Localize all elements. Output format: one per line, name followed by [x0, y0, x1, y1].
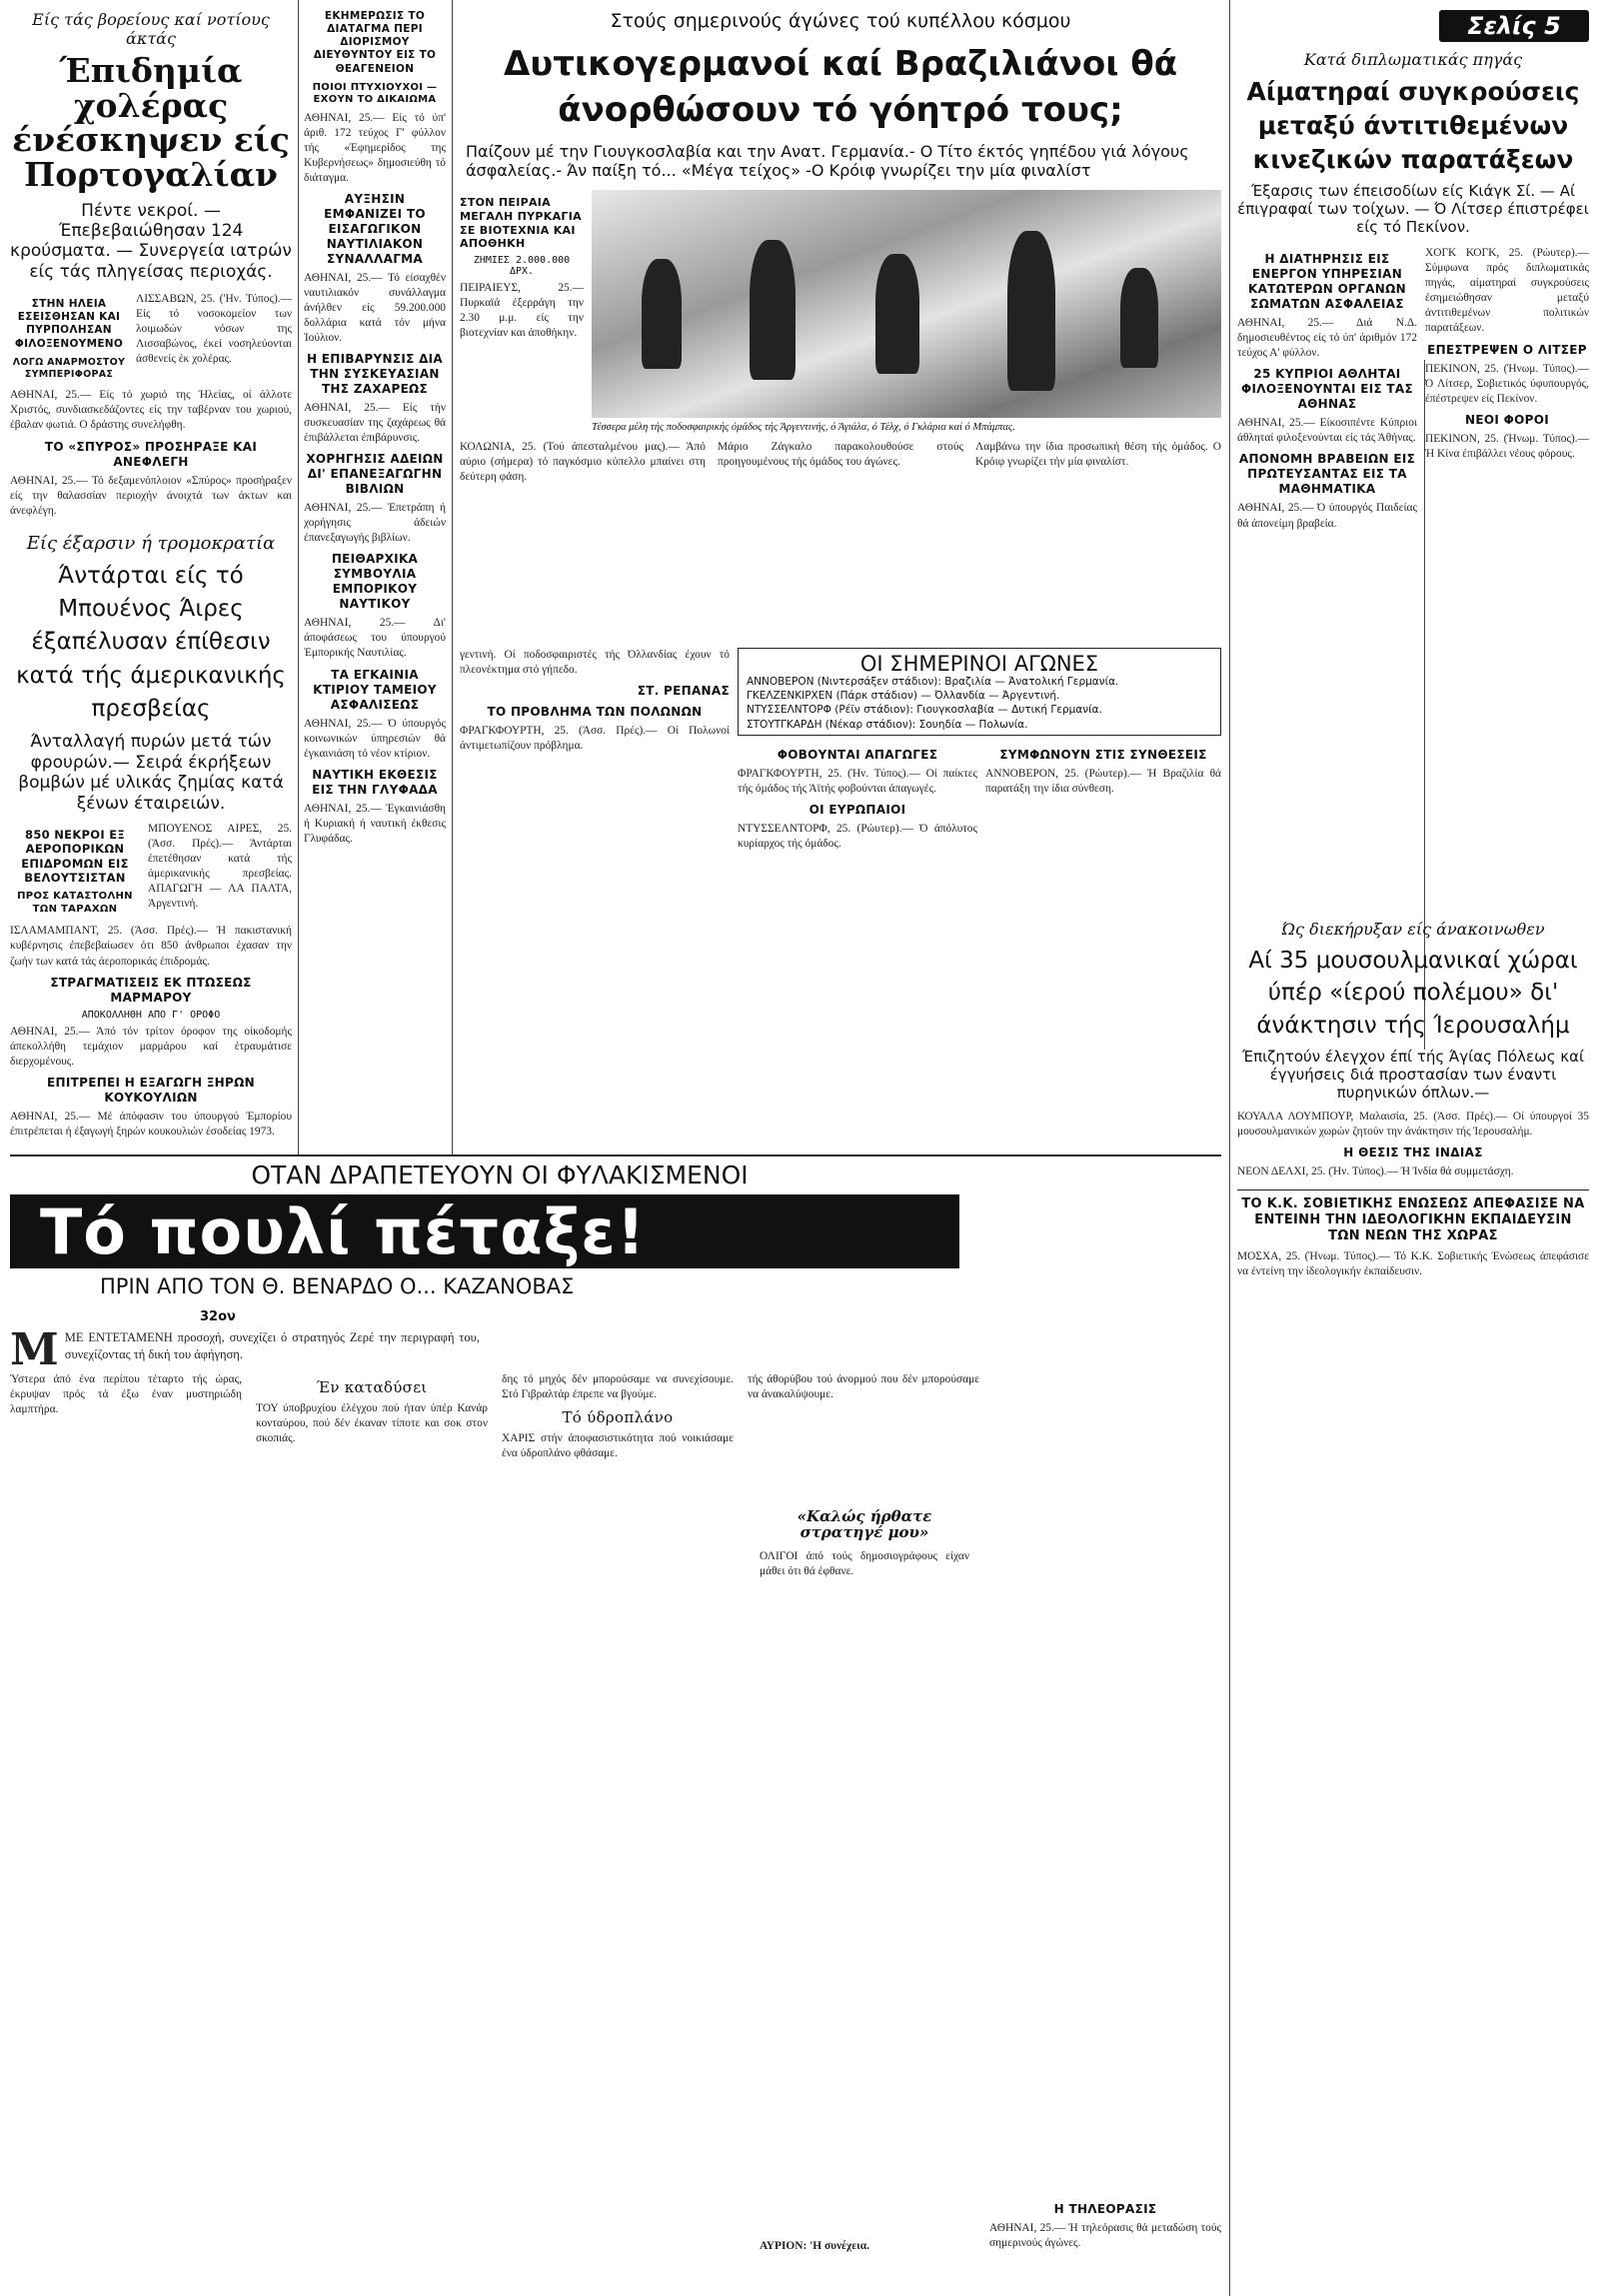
feature-part: 32ον [200, 1309, 236, 1324]
subhead: ΤΟ ΠΡΟΒΛΗΜΑ ΤΩΝ ΠΟΛΩΝΩΝ [487, 705, 703, 720]
article-body: ΑΘΗΝΑΙ, 25.— Άπό τόν τρίτον όροφον της οίκοδομής άπεκολλήθη τεμάχιον μαρμάρου καί έτραυμάτισε διερχομένους. [10, 1025, 292, 1068]
subhead-dateline: ΑΠΟΚΟΛΛΗΘΗ ΑΠΟ Γ' ΟΡΟΦΟ [81, 1009, 221, 1021]
subhead: Η ΤΗΛΕΟΡΑΣΙΣ [1053, 2202, 1157, 2216]
article-body: ΑΘΗΝΑΙ, 25.— Είς τό χωριό της Ήλείας, οί άλλοτε Χριστός, συνδιασκεδάζοντες είς την ταβέρναν του χωριού, έβαλαν φωτιά. Ο δράστης συνελήφθη. [10, 389, 292, 432]
article-body: ΑΘΗΝΑΙ, 25.— Ή τηλεόρασις θά μεταδώση τούς σημερινούς άγώνες. [989, 2222, 1221, 2250]
article-body: τής άθορύβου τού άνορμού που δέν μπορούσαμε να άνακαλύψουμε. [748, 1373, 979, 1401]
terror-headline: Άντάρται είς τό Μπουένος Άιρες έξαπέλυσαν έπίθεσιν κατά τής άμερικανικής πρεσβείας [16, 562, 286, 723]
article-body: ΠΕΚΙΝΟΝ, 25. (Ήνωμ. Τύπος).— Ό Λίτσερ, Σοβιετικός ύφυπουργός, έπέστρεψεν είς Πεκίνον. [1425, 362, 1589, 405]
feature-header [10, 1162, 989, 1312]
subhead: ΕΠΕΣΤΡΕΨΕΝ Ο ΛΙΤΣΕΡ [1427, 342, 1587, 357]
page-number-logo: Σελίς 5 [1439, 10, 1589, 42]
article-body: ΚΟΥΑΛΑ ΛΟΥΜΠΟΥΡ, Μαλαισία, 25. (Άσσ. Πρές).— Οί ύπουργοί 35 μουσουλμανικών χωρών ζητούν την άνάκτησιν τής Ίερουσαλήμ. [1237, 1110, 1589, 1138]
fixtures-title: ΟΙ ΣΗΜΕΡΙΝΟΙ ΑΓΩΝΕΣ [859, 652, 1099, 676]
subhead: ΑΠΟΝΟΜΗ ΒΡΑΒΕΙΩΝ ΕΙΣ ΠΡΩΤΕΥΣΑΝΤΑΣ ΕΙΣ ΤΑ ΜΑΘΗΜΑΤΙΚΑ [1238, 452, 1416, 497]
subhead: ΣΤΗΝ ΗΛΕΙΑ ΕΣΕΙΣΘΗΣΑΝ ΚΑΙ ΠΥΡΠΟΛΗΣΑΝ ΦΙΛΟΞΕΝΟΥΜΕΝΟ [14, 298, 124, 350]
feature-lead [10, 1329, 480, 1375]
article-body: ΑΘΗΝΑΙ, 25.— Διά Ν.Δ. δημοσιευθέντος είς τό ύπ' άριθμόν 172 τεύχος Α' φύλλον. [1237, 317, 1417, 360]
column-rule [1229, 0, 1230, 2296]
worldcup-continued [985, 742, 1221, 1142]
article-body: ΜΟΣΧΑ, 25. (Ήνωμ. Τύπος).— Τό Κ.Κ. Σοβιετικής Ένώσεως άπεφάσισε να έντείνη την ίδεολογικήν έκπαίδευσιν. [1237, 1249, 1589, 1277]
article-body: ΜΠΟΥΕΝΟΣ ΑΙΡΕΣ, 25. (Άσσ. Πρές).— Άντάρται έπετέθησαν κατά τής άμερικανικής πρεσβείας. ΑΠΑΓΩΓΗ — ΛΑ ΠΑΛΤΑ, Άργεντινή. [148, 822, 292, 911]
column-rule [452, 0, 453, 1154]
worldcup-continued [460, 648, 730, 1148]
article-body: ΟΛΙΓΟΙ άπό τούς δημοσιογράφους είχαν μάθει ότι θά έφθανε. [760, 1549, 969, 1577]
article-body: ΤΟΥ ύποβρυχίου έλέγχου πού ήταν ύπέρ Κανάρ κονταύρου, πού δέν έκαναν τίποτε και σοκ στον σκοπιάς. [256, 1401, 488, 1444]
subhead: ΛΟΓΩ ΑΝΑΡΜΟΣΤΟΥ ΣΥΜΠΕΡΙΦΟΡΑΣ [12, 356, 126, 380]
worldcup-headline: Δυτικογερμανοί καί Βραζιλιάνοι θά άνορθώσουν τό γόητρό τους; [503, 44, 1178, 130]
subhead: Η ΔΙΑΤΗΡΗΣΙΣ ΕΙΣ ΕΝΕΡΓΟΝ ΥΠΗΡΕΣΙΑΝ ΚΑΤΩΤΕΡΩΝ ΟΡΓΑΝΩΝ ΣΩΜΑΤΩΝ ΑΣΦΑΛΕΙΑΣ [1248, 252, 1406, 312]
subhead: ΤΑ ΕΓΚΑΙΝΙΑ ΚΤΙΡΙΟΥ ΤΑΜΕΙΟΥ ΑΣΦΑΛΙΣΕΩΣ [313, 667, 437, 712]
section-divider [10, 1154, 1221, 1156]
article-body: ΑΘΗΝΑΙ, 25.— Τό είσαχθέν ναυτιλιακόν συνάλλαγμα άνήλθεν είς 59.200.000 δολλάρια κατά τόν μήνα Ίούλιον. [304, 271, 446, 345]
subhead: ΕΠΙΤΡΕΠΕΙ Η ΕΞΑΓΩΓΗ ΞΗΡΩΝ ΚΟΥΚΟΥΛΙΩΝ [47, 1075, 255, 1105]
column-rule [298, 0, 299, 1154]
feature-lead-text: ΜΕ ΕΝΤΕΤΑΜΕΝΗ προσοχή, συνεχίζει ό στρατηγός Ζερέ την περιγραφή του, συνεχίζοντας τή δική του άφήγηση. [64, 1330, 480, 1361]
cholera-kicker: Είς τάς βορείους καί νοτίους άκτάς [32, 10, 270, 48]
to-be-continued [760, 2239, 969, 2279]
article-body: Λαμβάνω την ίδια προσωπική θέση τής όμάδος. Ο Κρόιφ γνωρίζει τήν μία φιναλίστ. [975, 441, 1221, 469]
article-body: ΑΝΝΟΒΕΡΟΝ, 25. (Ρώυτερ).— Ή Βραζιλία θά παρατάξη την ίδια σύνθεση. [985, 768, 1221, 796]
article-body: ΑΘΗΝΑΙ, 25.— Τό δεξαμενόπλοιον «Σπύρος» προσήραξεν είς την θαλασσίαν περιοχήν άνοιχτά των άκτων και άνεφλέγη. [10, 474, 292, 517]
article-body: ΦΡΑΓΚΦΟΥΡΤΗ, 25. (Άσσ. Πρές).— Οί Πολωνοί άντιμετωπίζουν πρόβλημα. [460, 725, 730, 753]
feature-kicker: ΟΤΑΝ ΔΡΑΠΕΤΕΥΟΥΝ ΟΙ ΦΥΛΑΚΙΣΜΕΝΟΙ [251, 1162, 749, 1189]
article-body: ΑΘΗΝΑΙ, 25.— Έπετράπη ή χορήγησις άδειών έπανεξαγωγής βιβλίων. [304, 502, 446, 545]
divider [1237, 1189, 1589, 1190]
article-body: γεντινή. Οί ποδοσφαιριστές τής Όλλανδίας έχουν τό πλεονέκτημα στό γήπεδο. [460, 649, 730, 677]
ussr-headline: ΤΟ Κ.Κ. ΣΟΒΙΕΤΙΚΗΣ ΕΝΩΣΕΩΣ ΑΠΕΦΑΣΙΣΕ ΝΑ ΕΝΤΕΙΝΗ ΤΗΝ ΙΔΕΟΛΟΓΙΚΗΝ ΕΚΠΑΙΔΕΥΣΙΝ ΤΩΝ ΝΕΩΝ ΤΗΣ ΧΩΡΑΣ [1241, 1195, 1585, 1244]
subhead: ΣΥΜΦΩΝΟΥΝ ΣΤΙΣ ΣΥΝΘΕΣΕΙΣ [999, 748, 1207, 762]
decree-title: ΕΚΗΜΕΡΩΣΙΣ ΤΟ ΔΙΑΤΑΓΜΑ ΠΕΡΙ ΔΙΟΡΙΣΜΟΥ ΔΙΕΥΘΥΝΤΟΥ ΕΙΣ ΤΟ ΘΕΑΓΕΝΕΙΟΝ [313, 10, 437, 75]
china-headline: Αίματηραί συγκρούσεις μεταξύ άντιτιθεμένων κινεζικών παρατάξεων [1246, 77, 1580, 174]
worldcup-continued [738, 742, 977, 1142]
subhead: ΣΤΡΑΓΜΑΤΙΣΕΙΣ ΕΚ ΠΤΩΣΕΩΣ ΜΑΡΜΑΡΟΥ [50, 975, 252, 1005]
byline: ΣΤ. ΡΕΠΑΝΑΣ [637, 684, 730, 699]
subhead: Η ΘΕΣΙΣ ΤΗΣ ΙΝΔΙΑΣ [1343, 1145, 1483, 1159]
article-body: ΑΘΗΝΑΙ, 25.— Δι' άποφάσεως του ύπουργού Έμπορικής Ναυτιλίας. [304, 617, 446, 660]
article-body: ΑΘΗΝΑΙ, 25.— Έγκαινιάσθη ή Κυριακή ή ναυτική έκθεσις Γλυφάδας. [304, 802, 446, 845]
article-body: ΑΘΗΝΑΙ, 25.— Μέ άπόφασιν του ύπουργού Έμπορίου έπιτρέπεται ή έξαγωγή ξηρών κουκουλιών έσοδείας 1973. [10, 1110, 292, 1138]
article-body: ΑΘΗΝΑΙ, 25.— Ό ύπουργός κοινωνικών ύπηρεσιών θά έγκαινιάση τό νέον κτίριον. [304, 717, 446, 760]
fixture-row: ΓΚΕΛΖΕΝΚΙΡΧΕΝ (Πάρκ στάδιον) — Όλλανδία — Άργεντινή. [747, 690, 1060, 703]
quote-headline: «Καλώς ήρθατε στρατηγέ μου» [797, 1509, 932, 1541]
subhead: ΝΑΥΤΙΚΗ ΕΚΘΕΣΙΣ ΕΙΣ ΤΗΝ ΓΛΥΦΑΔΑ [312, 767, 438, 797]
fixture-row: ΑΝΝΟΒΕΡΟΝ (Νιντερσάξεν στάδιον): Βραζιλία — Άνατολική Γερμανία. [747, 676, 1119, 689]
subhead: ΠΡΟΣ ΚΑΤΑΣΤΟΛΗΝ ΤΩΝ ΤΑΡΑΧΩΝ [17, 891, 133, 915]
article-body: ΙΣΛΑΜΑΜΠΑΝΤ, 25. (Άσσ. Πρές).— Ή πακιστανική κυβέρνησις έπεβεβαίωσεν ότι 850 άνθρωποι έχασαν την ζωήν των κατά τάς άεροπορικάς έπιδρομάς. [10, 925, 292, 968]
china-deck: Έξαρσις των έπεισοδίων είς Κιάγκ Σί. — Αί έπιγραφαί των τοίχων. — Ό Λίτσερ έπιστρέφει είς τό Πεκίνον. [1237, 182, 1589, 237]
article-body: ΑΘΗΝΑΙ, 25.— Ό ύπουργός Παιδείας θά άπονείμη βραβεία. [1237, 502, 1417, 530]
decree-sub: ΠΟΙΟΙ ΠΤΥΧΙΟΥΧΟΙ — ΕΧΟΥΝ ΤΟ ΔΙΚΑΙΩΜΑ [312, 81, 438, 106]
article-body: ΑΘΗΝΑΙ, 25.— Είς τήν συσκευασίαν της ζαχάρεως θά έπιβάλλεται έπιβάρυνσις. [304, 402, 446, 445]
feature-banner [10, 1194, 959, 1268]
subhead: 25 ΚΥΠΡΙΟΙ ΑΘΛΗΤΑΙ ΦΙΛΟΞΕΝΟΥΝΤΑΙ ΕΙΣ ΤΑΣ ΑΘΗΝΑΣ [1240, 367, 1414, 412]
article-body: ΠΕΚΙΝΟΝ, 25. (Ήνωμ. Τύπος).— Ή Κίνα έπιβάλλει νέους φόρους. [1425, 432, 1589, 460]
dropcap: Μ [10, 1329, 59, 1375]
subhead-dateline: ΖΗΜΙΕΣ 2.000.000 ΔΡΧ. [473, 255, 571, 278]
subhead: Έν καταδύσει [316, 1378, 428, 1396]
subhead: ΣΤΟΝ ΠΕΙΡΑΙΑ ΜΕΓΑΛΗ ΠΥΡΚΑΓΙΑ ΣΕ ΒΙΟΤΕΧΝΙΑ ΚΑΙ ΑΠΟΘΗΚΗ [460, 196, 582, 251]
feature-deck: ΠΡΙΝ ΑΠΟ ΤΟΝ Θ. ΒΕΝΑΡΔΟ Ο... ΚΑΖΑΝΟΒΑΣ [100, 1274, 575, 1299]
subhead: 850 ΝΕΚΡΟΙ ΕΞ ΑΕΡΟΠΟΡΙΚΩΝ ΕΠΙΔΡΟΜΩΝ ΕΙΣ ΒΕΛΟΥΤΣΙΣΤΑΝ [21, 827, 129, 886]
jerusalem-headline: Αί 35 μουσουλμανικαί χώραι ύπέρ «ίερού πολέμου» δι' άνάκτησιν τής Ίερουσαλήμ [1248, 948, 1578, 1039]
fixture-row: ΝΤΥΣΣΕΛΝΤΟΡΦ (Ρέϊν στάδιον): Γιουγκοσλαβία — Δυτική Γερμανία. [747, 704, 1102, 717]
football-photo [592, 190, 1221, 418]
subhead: ΤΟ «ΣΠΥΡΟΣ» ΠΡΟΣΗΡΑΞΕ ΚΑΙ ΑΝΕΦΛΕΓΗ [44, 439, 258, 469]
column-second [304, 10, 446, 1154]
article-body: ΧΑΡΙΣ στήν άποφασιστικότητα πού νοικιάσαμε ένα ύδροπλάνο φθάσαμε. [502, 1431, 734, 1459]
worldcup-tv [989, 1162, 1221, 2282]
article-body: ΛΙΣΣΑΒΩΝ, 25. ('Ην. Τύπος).— Είς τό νοσοκομείον των λοιμωδών νόσων της Λισσαβώνος, έκεί νοσηλεύονται άσθενείς έκ χολέρας. [136, 293, 292, 366]
feature-body [10, 1329, 979, 2289]
terror-kicker: Είς έξαρσιν ή τρομοκρατία [26, 532, 276, 554]
jerusalem-deck: Έπιζητούν έλεγχον έπί τής Άγίας Πόλεως καί έγγυήσεις διά προστασίαν των έναντι πυρηνικών όπλων.— [1241, 1047, 1585, 1102]
cholera-deck: Πέντε νεκροί. — Έπεβεβαιώθησαν 124 κρούσματα. — Συνεργεία ιατρών είς τάς πληγείσας περιοχάς. [10, 200, 292, 282]
article-body: Μάριο Ζάγκαλο παρακολουθούσε στούς προηγουμένους τής όμάδος του άγώνες. [718, 441, 963, 469]
subhead: ΠΕΙΘΑΡΧΙΚΑ ΣΥΜΒΟΥΛΙΑ ΕΜΠΟΡΙΚΟΥ ΝΑΥΤΙΚΟΥ [331, 552, 419, 612]
article-body: ΦΡΑΓΚΦΟΥΡΤΗ, 25. (Ήν. Τύπος).— Οί παίκτες τής όμάδος τής Άϊτής φοβούνται άπαγωγές. [738, 768, 977, 796]
worldcup-kicker: Στούς σημερινούς άγώνες τού κυπέλλου κόσμου [610, 10, 1071, 32]
subhead: ΑΥΞΗΣΙΝ ΕΜΦΑΝΙΖΕΙ ΤΟ ΕΙΣΑΓΩΓΙΚΟΝ ΝΑΥΤΙΛΙΑΚΟΝ ΣΥΝΑΛΛΑΓΜΑ [324, 191, 426, 266]
subhead: ΟΙ ΕΥΡΩΠΑΙΟΙ [808, 803, 906, 818]
china-kicker: Κατά διπλωματικάς πηγάς [1303, 50, 1523, 69]
article-body: ΠΕΙΡΑΙΕΥΣ, 25.— Πυρκαϊά έξερράγη την 2.30 μ.μ. είς την βιοτεχνίαν και άποθήκην. [460, 282, 584, 340]
article-body: ΧΟΓΚ ΚΟΓΚ, 25. (Ρώυτερ).— Σύμφωνα πρός διπλωματικάς πηγάς, αίματηραί συγκρούσεις έσημειώθησαν μεταξύ άντιτιθεμένων πολιτικών παρατάξεων. [1425, 247, 1589, 335]
feature-headline: Τό πουλί πέταξε! [40, 1194, 647, 1268]
article-body: ΚΟΛΩΝΙΑ, 25. (Τού άπεσταλμένου μας).— Άπό αύριο (σήμερα) τό παγκόσμιο κύπελλο μπαίνει στη δεύτερη φάση. [460, 441, 706, 484]
column-worldcup [460, 10, 1221, 640]
worldcup-deck: Παίζουν μέ την Γιουγκοσλαβία και την Ανατ. Γερμανία.- Ο Τίτο έκτός γηπέδου γιά λόγους άσφαλείας.- Άν παίξη τό... «Μέγα τείχος» -Ο Κρόιφ γνωρίζει την μία φιναλίστ [466, 141, 1189, 180]
column-right [1237, 10, 1589, 2289]
photo-caption: Τέσσερα μέλη τής ποδοσφαιρικής όμάδος τής Άργεντινής, ό Άγιάλα, ό Τέλχ, ό Γκλάρια καί ό Μπάμπας. [592, 422, 1015, 434]
article-body: ΝΤΥΣΣΕΛΝΤΟΡΦ, 25. (Ρώυτερ).— Ό άπόλυτος κυρίαρχος τής όμάδος. [738, 823, 977, 851]
subhead: Τό ύδροπλάνο [562, 1408, 674, 1427]
subhead: Η ΕΠΙΒΑΡΥΝΣΙΣ ΔΙΑ ΤΗΝ ΣΥΣΚΕΥΑΣΙΑΝ ΤΗΣ ΖΑΧΑΡΕΩΣ [306, 352, 444, 397]
fixtures-box [738, 648, 1221, 736]
subhead: ΧΟΡΗΓΗΣΙΣ ΑΔΕΙΩΝ ΔΙ' ΕΠΑΝΕΞΑΓΩΓΗΝ ΒΙΒΛΙΩΝ [306, 452, 444, 497]
column-left [10, 10, 292, 1154]
article-body: Ύστερα άπό ένα περίπου τέταρτο τής ώρας, έκρυψαν πρός τά έξω έναν μυστηριώδη λαμπτήρα. [10, 1373, 242, 1416]
article-body: ΑΘΗΝΑΙ, 25.— Είς τό ύπ' άριθ. 172 τεύχος Γ' φύλλον τής «Έφημερίδος της Κυβερνήσεως» δημοσιεύθη τό διάταγμα. [304, 111, 446, 184]
cholera-headline: Έπιδημία χολέρας ένέσκηψεν είς Πορτογαλίαν [12, 51, 290, 194]
fixture-row: ΣΤΟΥΤΓΚΑΡΔΗ (Νέκαρ στάδιον): Σουηδία — Πολωνία. [747, 718, 1028, 731]
subhead: ΦΟΒΟΥΝΤΑΙ ΑΠΑΓΩΓΕΣ [777, 748, 938, 762]
continued-note: ΑΥΡΙΟΝ: 'Η συνέχεια. [760, 2240, 869, 2252]
subhead: ΝΕΟΙ ΦΟΡΟΙ [1465, 412, 1549, 427]
jerusalem-kicker: Ώς διεκήρυξαν είς άνακοινωθεν [1281, 920, 1545, 940]
article-body: ΑΘΗΝΑΙ, 25.— Είκοσιπέντε Κύπριοι άθληταί φιλοξενούνται είς τάς Άθήνας. [1237, 417, 1417, 445]
article-body: ΝΕΟΝ ΔΕΛΧΙ, 25. (Ήν. Τύπος).— Ή Ίνδία θά συμμετάσχη. [1237, 1164, 1514, 1177]
terror-deck: Άνταλλαγή πυρών μετά τών φρουρών.— Σειρά έκρήξεων βομβών μέ υλικάς ζημίας κατά ξένων έταιρειών. [18, 732, 284, 814]
article-body: δης τό μηχός δέν μπορούσαμε να συνεχίσουμε. Στό Γιβραλτάρ έπρεπε να βγούμε. [502, 1373, 734, 1401]
quote-box [760, 1509, 969, 1629]
